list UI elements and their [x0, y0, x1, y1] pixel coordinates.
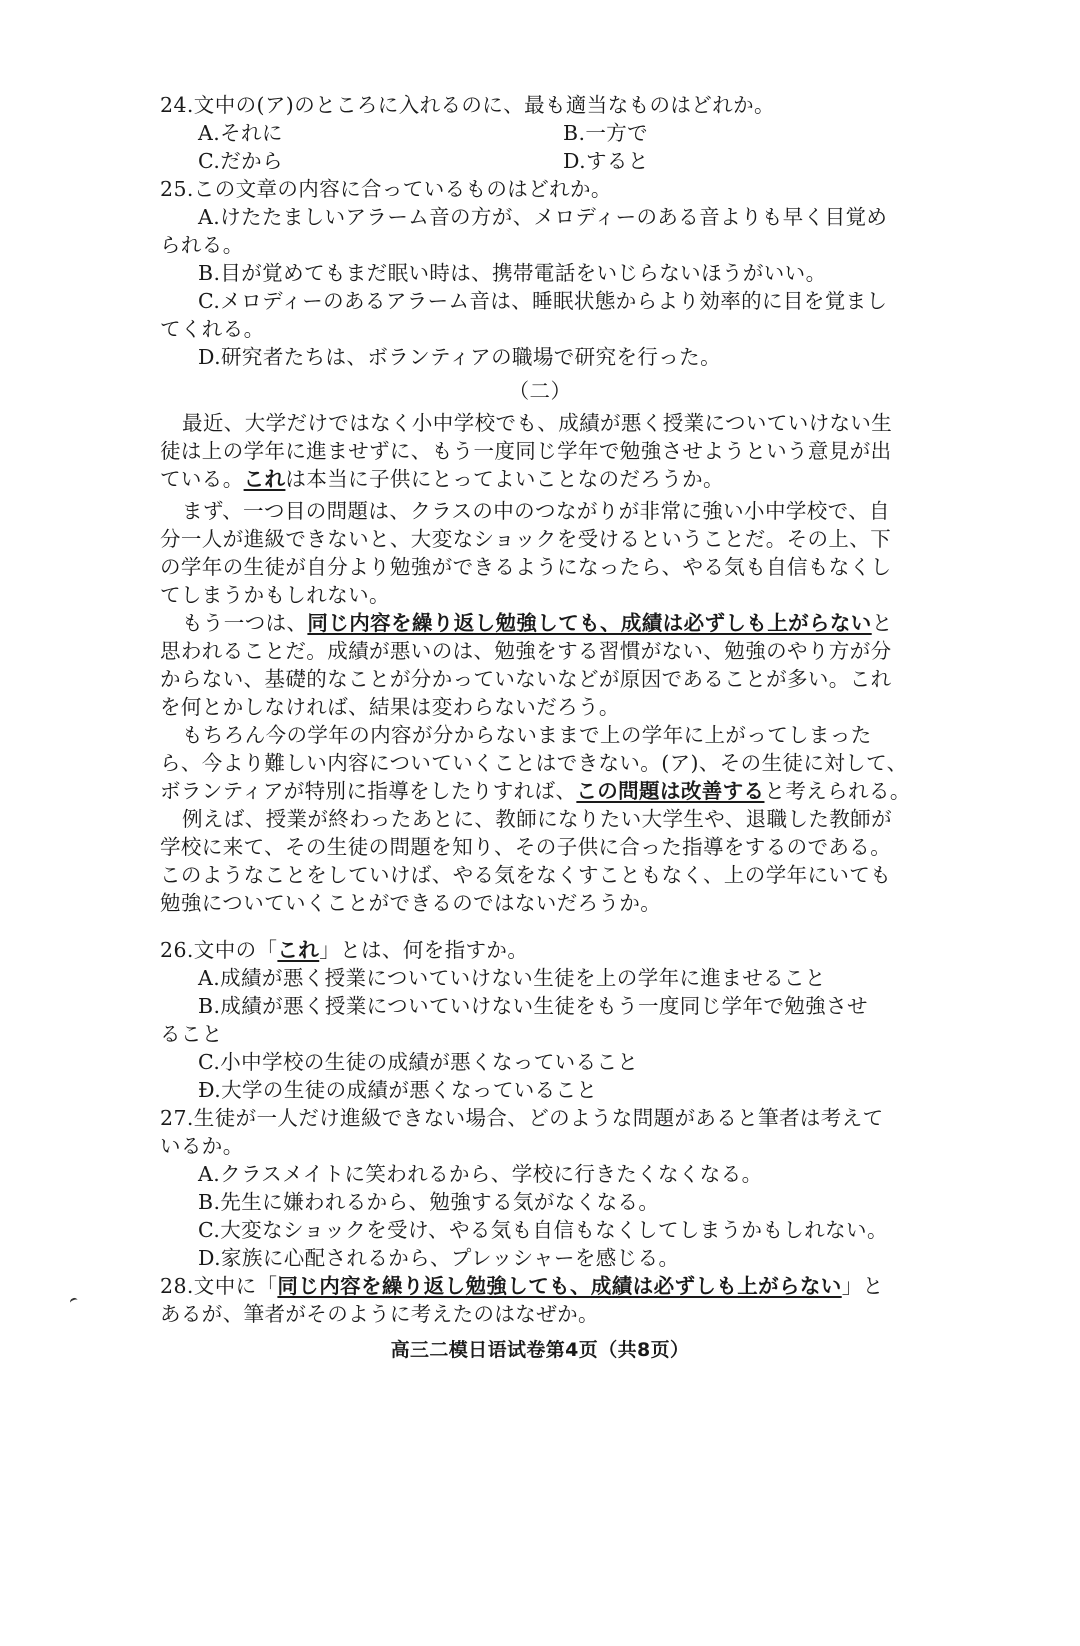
- passage-line: 勉強についていくことができるのではないだろうか。: [160, 891, 662, 915]
- q28-stem-line1: [160, 1272, 920, 1300]
- passage-line: このようなことをしていけば、やる気をなくすこともなく、上の学年にいても: [160, 863, 892, 887]
- passage-line: を何とかしなければ、結果は変わらないだろう。: [160, 695, 620, 719]
- underlined-kore: これ: [243, 467, 286, 491]
- passage-text: ボランティアが特別に指導をしたりすれば、: [160, 779, 577, 803]
- passage-line: からない、基礎的なことが分かっていないなどが原因であることが多い。これ: [160, 667, 892, 691]
- passage-line: 学校に来て、その生徒の問題を知り、その子供に合った指導をするのである。: [160, 835, 892, 859]
- q26-option-d: Đ.大学の生徒の成績が悪くなっていること: [198, 1078, 598, 1102]
- q25-stem: 25.この文章の内容に合っているものはどれか。: [160, 177, 612, 201]
- q25-option-b: B.目が覚めてもまだ眠い時は、携帯電話をいじらないほうがいい。: [198, 261, 827, 285]
- q26-option-c: C.小中学校の生徒の成績が悪くなっていること: [198, 1050, 639, 1074]
- q26-stem: [160, 936, 920, 964]
- page-footer: 高三二模日语试卷第4页（共8页）: [390, 1339, 690, 1361]
- passage-line: 分一人が進級できないと、大変なショックを受けるということだ。その上、下: [160, 527, 892, 551]
- q24-option-c: C.だから: [198, 149, 283, 173]
- q25-option-c-line2: てくれる。: [160, 317, 265, 341]
- q27-option-c: C.大変なショックを受け、やる気も自信もなくしてしまうかもしれない。: [198, 1218, 888, 1242]
- q24-option-a: A.それに: [198, 121, 283, 145]
- passage-line: の学年の生徒が自分より勉強ができるようになったら、やる気も自信もなくし: [160, 555, 892, 579]
- stray-pen-mark: [69, 1297, 79, 1306]
- question-text: 26.文中の「: [160, 938, 278, 962]
- passage-line: 思われることだ。成績が悪いのは、勉強をする習慣がない、勉強のやり方が分: [160, 639, 892, 663]
- passage-line: もちろん今の学年の内容が分からないままで上の学年に上がってしまった: [182, 723, 872, 747]
- q27-option-a: A.クラスメイトに笑われるから、学校に行きたくなくなる。: [198, 1162, 763, 1186]
- q25-option-c-line1: C.メロディーのあるアラーム音は、睡眠状態からより効率的に目を覚まし: [198, 289, 888, 313]
- passage-text: もう一つは、: [182, 611, 308, 635]
- question-text: 」とは、何を指すか。: [319, 938, 529, 962]
- q24-option-b: B.一方で: [563, 121, 649, 145]
- passage-line: てしまうかもしれない。: [160, 583, 390, 607]
- passage-line: 例えば、授業が終わったあとに、教師になりたい大学生や、退職した教師が: [182, 807, 892, 831]
- q27-stem-line2: いるか。: [160, 1134, 244, 1158]
- underlined-statement: 同じ内容を繰り返し勉強しても、成績は必ずしも上がらない: [277, 1274, 842, 1298]
- q25-option-d: D.研究者たちは、ボランティアの職場で研究を行った。: [198, 345, 721, 369]
- passage-line: まず、一つ目の問題は、クラスの中のつながりが非常に強い小中学校で、自: [182, 499, 890, 523]
- q24-option-d: D.すると: [563, 149, 649, 173]
- passage-line: [160, 465, 920, 493]
- underlined-statement: 同じ内容を繰り返し勉強しても、成績は必ずしも上がらない: [307, 611, 872, 635]
- q26-option-b-line2: ること: [160, 1022, 223, 1046]
- q25-option-a-line1: A.けたたましいアラーム音の方が、メロディーのある音よりも早く目覚め: [198, 205, 888, 229]
- q27-option-b: B.先生に嫌われるから、勉強する気がなくなる。: [198, 1190, 660, 1214]
- q26-option-a: A.成績が悪く授業についていけない生徒を上の学年に進ませること: [198, 966, 826, 990]
- passage-line: [182, 609, 942, 637]
- question-text: 28.文中に「: [160, 1274, 278, 1298]
- underlined-improvement: この問題は改善する: [576, 779, 765, 803]
- passage-line: 最近、大学だけではなく小中学校でも、成績が悪く授業についていけない生: [182, 411, 893, 435]
- passage-text: と考えられる。: [764, 779, 911, 803]
- passage-line: [160, 777, 920, 805]
- q26-option-b-line1: B.成績が悪く授業についていけない生徒をもう一度同じ学年で勉強させ: [198, 994, 868, 1018]
- q25-option-a-line2: られる。: [160, 233, 244, 257]
- question-text: 」と: [841, 1274, 884, 1298]
- passage-line: 徒は上の学年に進ませずに、もう一度同じ学年で勉強させようという意見が出: [160, 439, 892, 463]
- q27-stem-line1: 27.生徒が一人だけ進級できない場合、どのような問題があると筆者は考えて: [160, 1106, 884, 1130]
- passage-text: と: [871, 611, 893, 635]
- underlined-kore: これ: [277, 938, 320, 962]
- q27-option-d: D.家族に心配されるから、プレッシャーを感じる。: [198, 1246, 680, 1270]
- section-heading: （二）: [508, 379, 572, 403]
- q28-stem-line2: あるが、筆者がそのように考えたのはなぜか。: [160, 1302, 599, 1326]
- passage-text: は本当に子供にとってよいことなのだろうか。: [285, 467, 724, 491]
- passage-text: ている。: [160, 467, 244, 491]
- q24-stem: 24.文中の(ア)のところに入れるのに、最も適当なものはどれか。: [160, 93, 775, 117]
- passage-line: ら、今より難しい内容についていくことはできない。(ア)、その生徒に対して、: [160, 751, 908, 775]
